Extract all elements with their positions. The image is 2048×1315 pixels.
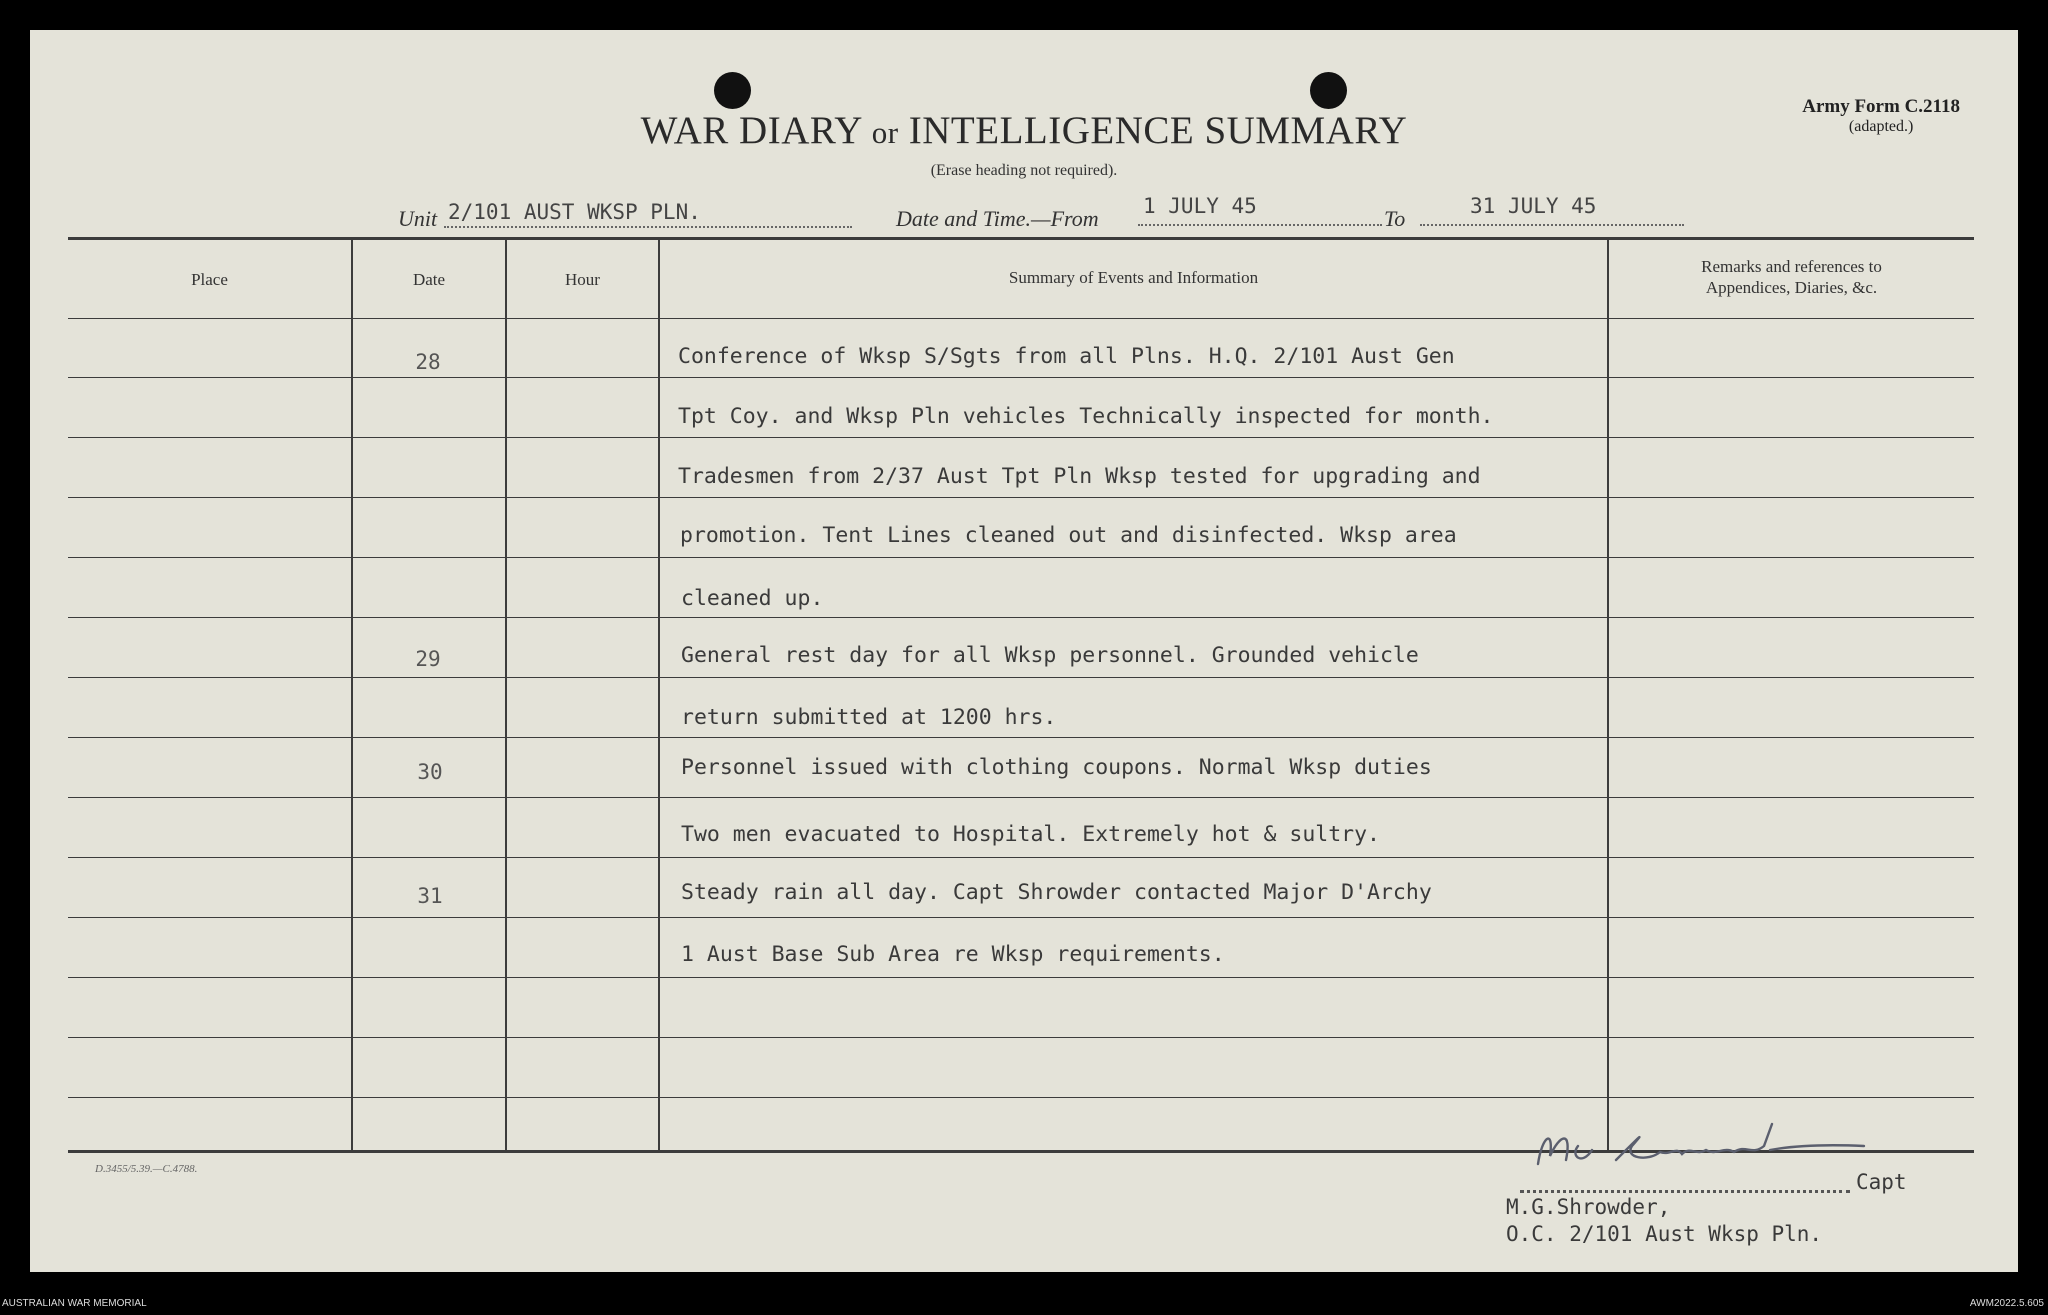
summary-line: Steady rain all day. Capt Shrowder contacted Major D'Archy — [681, 880, 1432, 905]
date-from-value: 1 JULY 45 — [1143, 194, 1257, 218]
signature-dotted-line — [1520, 1190, 1850, 1193]
summary-line: Two men evacuated to Hospital. Extremely hot & sultry. — [681, 822, 1380, 847]
footer-accession-number: AWM2022.5.605 — [1969, 1298, 2044, 1309]
row-rule — [68, 1097, 1974, 1098]
summary-line: return submitted at 1200 hrs. — [681, 705, 1057, 730]
row-rule — [68, 557, 1974, 558]
printer-reference: D.3455/5.39.—C.4788. — [95, 1163, 198, 1175]
summary-line: Conference of Wksp S/Sgts from all Plns. H.Q. 2/101 Aust Gen — [678, 344, 1455, 369]
row-rule — [68, 857, 1974, 858]
column-divider-place — [351, 239, 353, 1151]
header-remarks-line-1: Remarks and references to — [1701, 257, 1882, 276]
footer-source-credit: AUSTRALIAN WAR MEMORIAL — [2, 1298, 147, 1309]
row-rule — [68, 977, 1974, 978]
header-rule — [68, 318, 1974, 319]
unit-value: 2/101 AUST WKSP PLN. — [448, 200, 701, 224]
column-divider-summary — [1607, 239, 1609, 1151]
row-rule — [68, 437, 1974, 438]
summary-line: General rest day for all Wksp personnel. Grounded vehicle — [681, 643, 1419, 668]
from-dotted-line — [1138, 224, 1382, 226]
unit-label: Unit — [398, 206, 438, 231]
header-remarks-line-2: Appendices, Diaries, &c. — [1705, 278, 1878, 297]
row-rule — [68, 1037, 1974, 1038]
summary-line: Personnel issued with clothing coupons. Normal Wksp duties — [681, 755, 1432, 780]
column-divider-date — [505, 239, 507, 1151]
row-rule — [68, 917, 1974, 918]
column-divider-hour — [658, 239, 660, 1151]
entry-date-30: 30 — [417, 760, 443, 784]
entry-date-31: 31 — [417, 884, 443, 908]
war-diary-page — [30, 30, 2018, 1272]
handwritten-signature — [1520, 1116, 1880, 1186]
header-hour: Hour — [565, 270, 600, 289]
row-rule — [68, 377, 1974, 378]
signature-rank: Capt — [1856, 1170, 1907, 1194]
row-rule — [68, 677, 1974, 678]
to-label: To — [1384, 206, 1406, 231]
row-rule — [68, 797, 1974, 798]
punch-hole-right — [1310, 72, 1347, 109]
table-top-border — [68, 237, 1974, 240]
summary-line: promotion. Tent Lines cleaned out and disinfected. Wksp area — [680, 523, 1457, 548]
header-place: Place — [191, 270, 228, 289]
row-rule — [68, 737, 1974, 738]
form-adapted-text: (adapted.) — [1848, 118, 1914, 135]
summary-line: Tradesmen from 2/37 Aust Tpt Pln Wksp tested for upgrading and — [678, 464, 1481, 489]
title-war-diary: WAR DIARY — [640, 109, 862, 152]
unit-dotted-line — [444, 226, 852, 228]
signature-position: O.C. 2/101 Aust Wksp Pln. — [1506, 1222, 1823, 1246]
summary-line: 1 Aust Base Sub Area re Wksp requirements. — [681, 942, 1225, 967]
summary-line: cleaned up. — [681, 586, 824, 611]
erase-heading-note: (Erase heading not required). — [930, 162, 1118, 179]
entry-date-29: 29 — [415, 647, 441, 671]
row-rule — [68, 617, 1974, 618]
to-dotted-line — [1420, 224, 1684, 226]
form-number-text: Army Form C.2118 — [1802, 96, 1960, 117]
summary-line: Tpt Coy. and Wksp Pln vehicles Technically inspected for month. — [678, 404, 1494, 429]
signature-name: M.G.Shrowder, — [1506, 1195, 1671, 1219]
title-intelligence-summary: INTELLIGENCE SUMMARY — [908, 109, 1408, 152]
header-date: Date — [412, 270, 446, 289]
header-summary: Summary of Events and Information — [1008, 268, 1259, 287]
date-to-value: 31 JULY 45 — [1470, 194, 1597, 218]
title-or: or — [871, 115, 899, 150]
form-title — [30, 108, 2018, 153]
entry-date-28: 28 — [415, 350, 441, 374]
header-remarks — [1609, 256, 1974, 298]
punch-hole-left — [714, 72, 751, 109]
date-time-label: Date and Time.—From — [896, 206, 1099, 231]
row-rule — [68, 497, 1974, 498]
army-form-number — [1802, 96, 1960, 136]
